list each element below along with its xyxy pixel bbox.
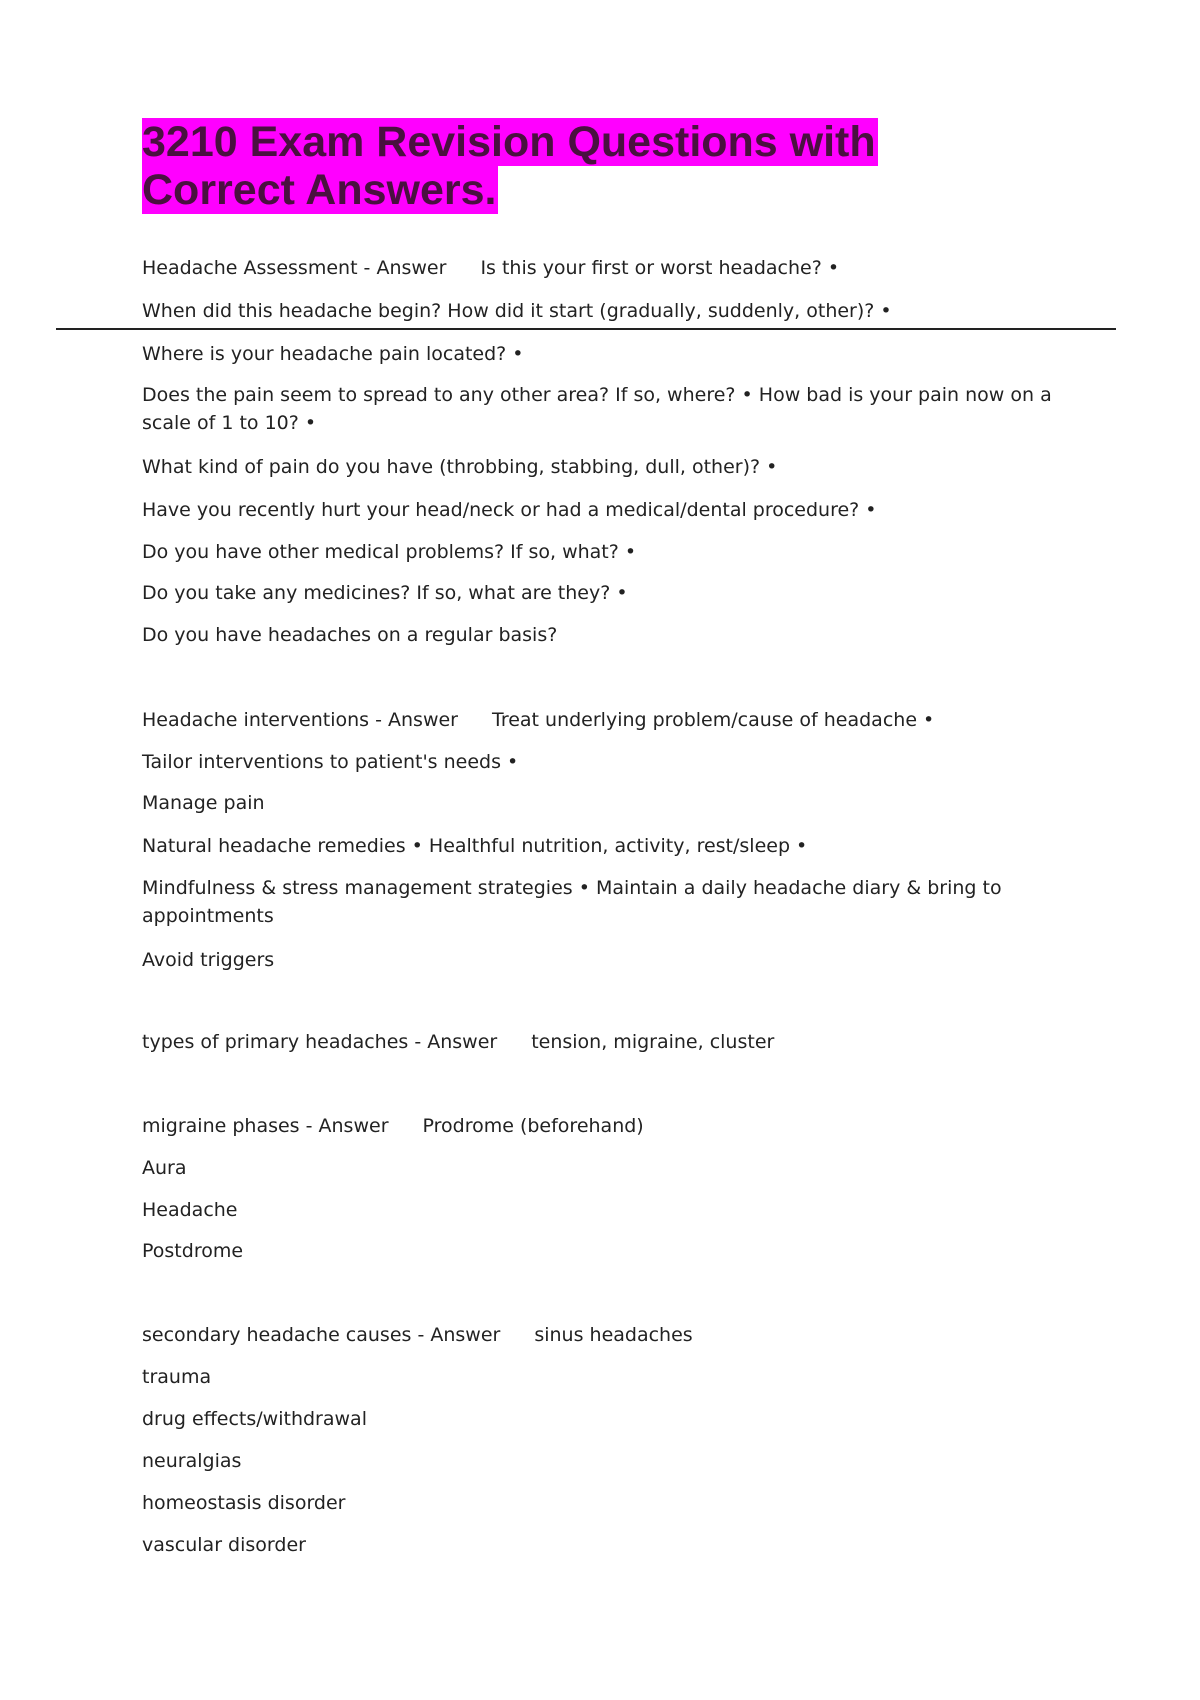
assessment-label: Headache Assessment - Answer: [142, 257, 447, 279]
interventions-line-6: Avoid triggers: [142, 949, 275, 971]
assessment-answer: Is this your first or worst headache? •: [480, 257, 840, 279]
secondary-causes-line-5: homeostasis disorder: [142, 1492, 346, 1514]
secondary-causes-line-1: [142, 1321, 1072, 1349]
primary-types-label: types of primary headaches - Answer: [142, 1031, 498, 1053]
interventions-line-4: Natural headache remedies • Healthful nutrition, activity, rest/sleep •: [142, 835, 808, 857]
assessment-line-4: Does the pain seem to spread to any other area? If so, where? • How bad is your pain now on a scale of 1 to 10? •: [142, 384, 1052, 434]
interventions-answer: Treat underlying problem/cause of headache •: [492, 709, 935, 731]
migraine-phases-line-2: Aura: [142, 1157, 187, 1179]
document-title: [142, 118, 1002, 214]
title-highlight: 3210 Exam Revision Questions with Correct Answers.: [142, 118, 876, 214]
interventions-line-3: Manage pain: [142, 792, 265, 814]
secondary-causes-line-4: neuralgias: [142, 1450, 242, 1472]
assessment-line-7: Do you have other medical problems? If so, what? •: [142, 541, 637, 563]
migraine-phases-answer: Prodrome (beforehand): [422, 1115, 644, 1137]
secondary-causes-line-2: trauma: [142, 1366, 212, 1388]
interventions-line-1: [142, 706, 1072, 734]
assessment-line-3: Where is your headache pain located? •: [142, 343, 524, 365]
assessment-line-6: Have you recently hurt your head/neck or had a medical/dental procedure? •: [142, 499, 877, 521]
secondary-causes-label: secondary headache causes - Answer: [142, 1324, 501, 1346]
secondary-causes-line-3: drug effects/withdrawal: [142, 1408, 367, 1430]
assessment-line-9: Do you have headaches on a regular basis?: [142, 624, 558, 646]
assessment-line-2: When did this headache begin? How did it start (gradually, suddenly, other)? •: [142, 300, 892, 322]
migraine-phases-label: migraine phases - Answer: [142, 1115, 389, 1137]
primary-types-line-1: [142, 1028, 1072, 1056]
migraine-phases-line-3: Headache: [142, 1199, 238, 1221]
assessment-line-5: What kind of pain do you have (throbbing, stabbing, dull, other)? •: [142, 456, 778, 478]
interventions-line-5: Mindfulness & stress management strategies • Maintain a daily headache diary & bring to appointments: [142, 877, 1002, 927]
assessment-line-8: Do you take any medicines? If so, what are they? •: [142, 582, 628, 604]
secondary-causes-line-6: vascular disorder: [142, 1534, 306, 1556]
secondary-causes-answer: sinus headaches: [534, 1324, 693, 1346]
interventions-label: Headache interventions - Answer: [142, 709, 458, 731]
migraine-phases-line-4: Postdrome: [142, 1240, 244, 1262]
primary-types-answer: tension, migraine, cluster: [531, 1031, 775, 1053]
horizontal-rule: [56, 328, 1116, 330]
assessment-line-1: [142, 254, 1072, 282]
migraine-phases-line-1: [142, 1112, 1072, 1140]
interventions-line-2: Tailor interventions to patient's needs •: [142, 751, 519, 773]
